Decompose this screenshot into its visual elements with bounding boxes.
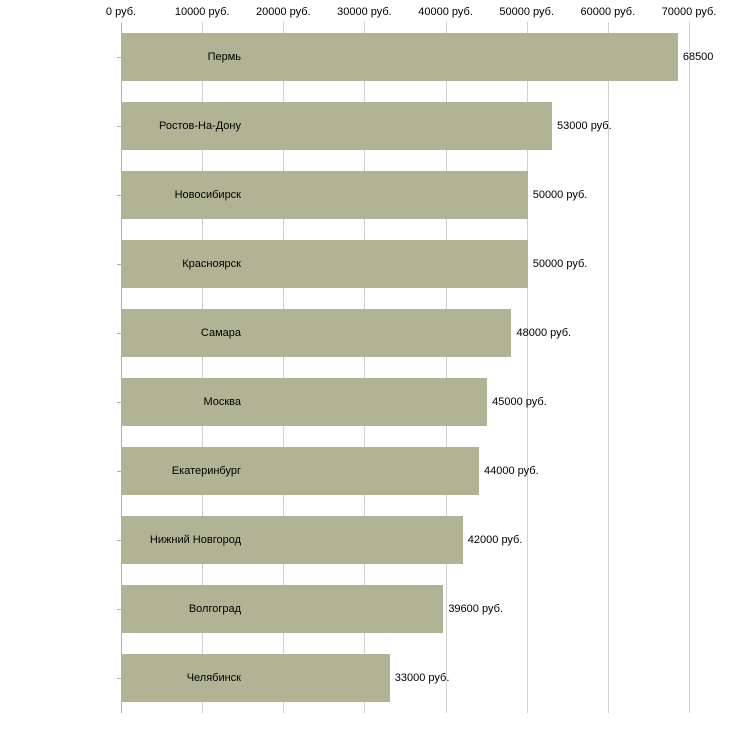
bar[interactable] [122,240,528,288]
bar[interactable] [122,516,463,564]
y-axis-category-label: Самара [200,326,241,339]
x-axis-tick-label: 40000 руб. [418,6,473,18]
bar-row [121,240,689,288]
plot-area [121,22,714,713]
y-axis-category-label: Новосибирск [174,188,241,201]
x-axis-tick-label: 30000 руб. [337,6,392,18]
bar-row [121,516,689,564]
x-axis-tick-label: 70000 руб. [661,6,717,18]
bar[interactable] [122,585,443,633]
y-axis-category-label: Волгоград [188,603,241,616]
bar-row [121,378,689,426]
bar-row [121,654,689,702]
x-axis-tick-label: 20000 руб. [255,6,311,18]
y-axis-category-label: Нижний Новгород [149,534,241,547]
bar-value-label: 50000 руб. [532,188,588,201]
y-axis-category-label: Ростов-На-Дону [158,119,241,132]
y-axis-category-label: Екатеринбург [171,465,241,478]
x-axis-tick-label: 10000 руб. [174,6,230,18]
bar-value-label: 68500 [682,50,714,63]
bar-value-label: 45000 руб. [492,396,547,409]
bar[interactable] [122,309,511,357]
y-axis-category-label: Москва [203,396,241,409]
bar-row [121,585,689,633]
bar[interactable] [122,654,390,702]
bar-row [121,171,689,219]
bar-value-label: 33000 руб. [394,672,450,685]
x-axis-tick-label: 60000 руб. [580,6,636,18]
grid-line [689,22,690,713]
bar[interactable] [122,33,678,81]
bar-row [121,447,689,495]
bar[interactable] [122,378,487,426]
bar-value-label: 53000 руб. [557,119,612,132]
bar-value-label: 42000 руб. [467,534,523,547]
y-axis-category-label: Челябинск [186,672,241,685]
x-axis-top [0,0,730,22]
bar-value-label: 50000 руб. [532,257,588,270]
y-axis-category-label: Пермь [207,50,241,63]
bar[interactable] [122,447,479,495]
bar-value-label: 48000 руб. [516,326,572,339]
bar[interactable] [122,102,552,150]
bar-value-label: 39600 руб. [448,603,503,616]
x-axis-tick-label: 50000 руб. [499,6,555,18]
bar-row [121,309,689,357]
bar-row [121,102,689,150]
bar-value-label: 44000 руб. [484,465,539,478]
y-axis-category-label: Красноярск [182,257,241,270]
x-axis-tick-label: 0 руб. [105,6,137,18]
bar[interactable] [122,171,528,219]
bar-row [121,33,714,81]
